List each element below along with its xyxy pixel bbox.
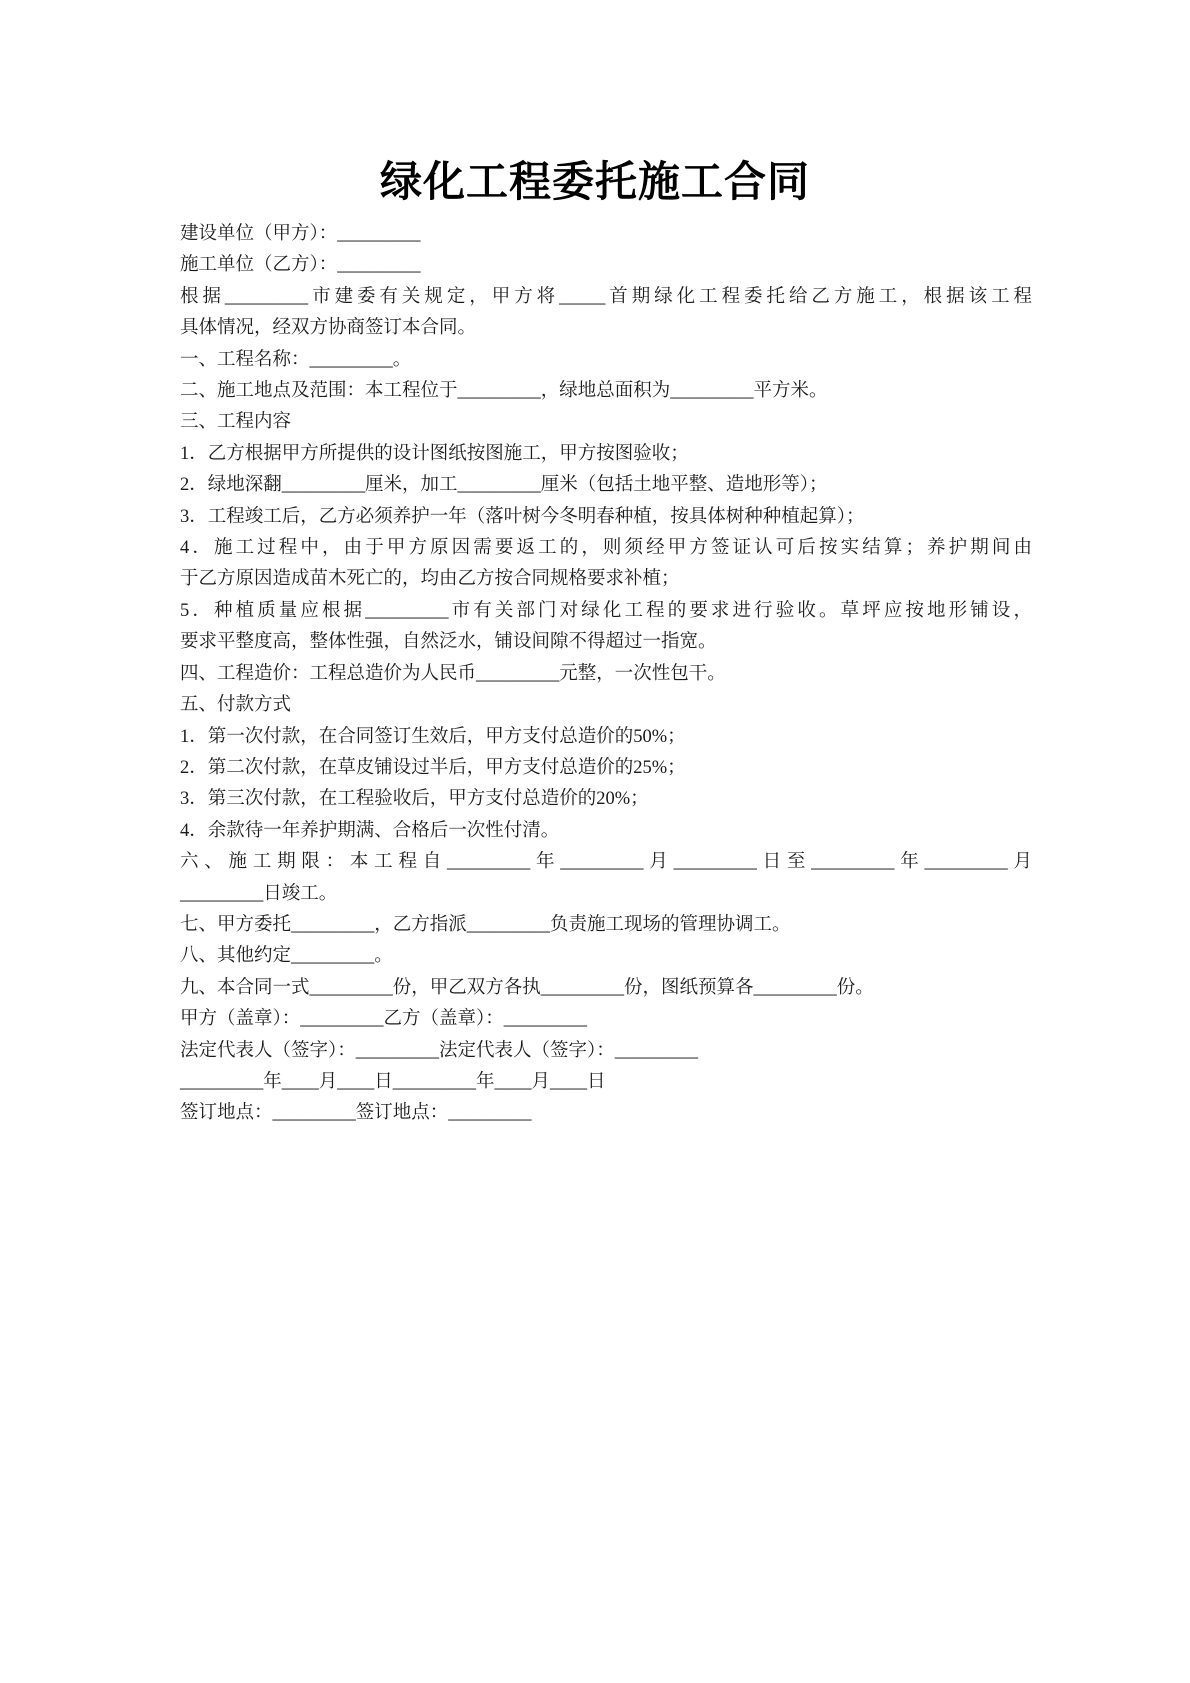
line-seals: 甲方（盖章）：_________乙方（盖章）：_________ — [180, 1009, 588, 1030]
line-article5-heading: 五、付款方式 — [180, 695, 292, 716]
line-article3-item4b: 于乙方原因造成苗木死亡的，均由乙方按合同规格要求补植； — [180, 569, 680, 590]
line-article6-period-a: 六、施工期限：本工程自_________年_________月_________日至_________年_________月 — [180, 852, 1032, 873]
line-article1-name: 一、工程名称：_________。 — [180, 349, 412, 370]
line-article5-item1: 1．第一次付款，在合同签订生效后，甲方支付总造价的50%； — [180, 726, 686, 747]
line-sign-locations: 签订地点：_________签订地点：_________ — [180, 1103, 532, 1124]
line-article3-heading: 三、工程内容 — [180, 412, 292, 433]
line-article3-item1: 1．乙方根据甲方所提供的设计图纸按图施工，甲方按图验收； — [180, 443, 689, 464]
line-party-a: 建设单位（甲方）：_________ — [180, 224, 421, 244]
line-article3-item5b: 要求平整度高，整体性强，自然泛水，铺设间隙不得超过一指宽。 — [180, 632, 717, 653]
line-article3-item2: 2．绿地深翻_________厘米，加工_________厘米（包括土地平整、造地形等）； — [180, 475, 828, 496]
line-article3-item4a: 4．施工过程中，由于甲方原因需要返工的，则须经甲方签证认可后按实结算；养护期间由 — [180, 538, 1032, 559]
line-signatures: 法定代表人（签字）：_________法定代表人（签字）：_________ — [180, 1040, 699, 1061]
line-preamble-2: 具体情况，经双方协商签订本合同。 — [180, 318, 477, 339]
line-article3-item3: 3．工程竣工后，乙方必须养护一年（落叶树今冬明春种植，按具体树种种植起算）； — [180, 506, 865, 527]
line-article9-copies: 九、本合同一式_________份，甲乙双方各执_________份，图纸预算各_________份。 — [180, 977, 874, 998]
document-body — [180, 219, 1032, 1130]
line-article5-item2: 2．第二次付款，在草皮铺设过半后，甲方支付总造价的25%； — [180, 757, 686, 778]
line-preamble-1: 根据_________市建委有关规定，甲方将_____首期绿化工程委托给乙方施工，根据该工程 — [180, 286, 1032, 307]
line-article2-location: 二、施工地点及范围：本工程位于_________，绿地总面积为_________平方米。 — [180, 381, 828, 402]
line-article5-item3: 3．第三次付款，在工程验收后，甲方支付总造价的20%； — [180, 789, 649, 810]
line-article8-other: 八、其他约定_________。 — [180, 946, 393, 967]
line-article6-period-b: _________日竣工。 — [180, 883, 338, 904]
line-article3-item5a: 5．种植质量应根据_________市有关部门对绿化工程的要求进行验收。草坪应按地形铺设， — [180, 600, 1032, 621]
line-article4-price: 四、工程造价：工程总造价为人民币_________元整，一次性包干。 — [180, 663, 726, 684]
document-title: 绿化工程委托施工合同 — [379, 160, 810, 206]
line-party-b: 施工单位（乙方）：_________ — [180, 255, 421, 276]
line-dates: _________年____月____日_________年____月____日 — [180, 1071, 606, 1092]
line-article7-delegates: 七、甲方委托_________，乙方指派_________负责施工现场的管理协调工。 — [180, 914, 791, 935]
line-article5-item4: 4．余款待一年养护期满、合格后一次性付清。 — [180, 820, 560, 841]
